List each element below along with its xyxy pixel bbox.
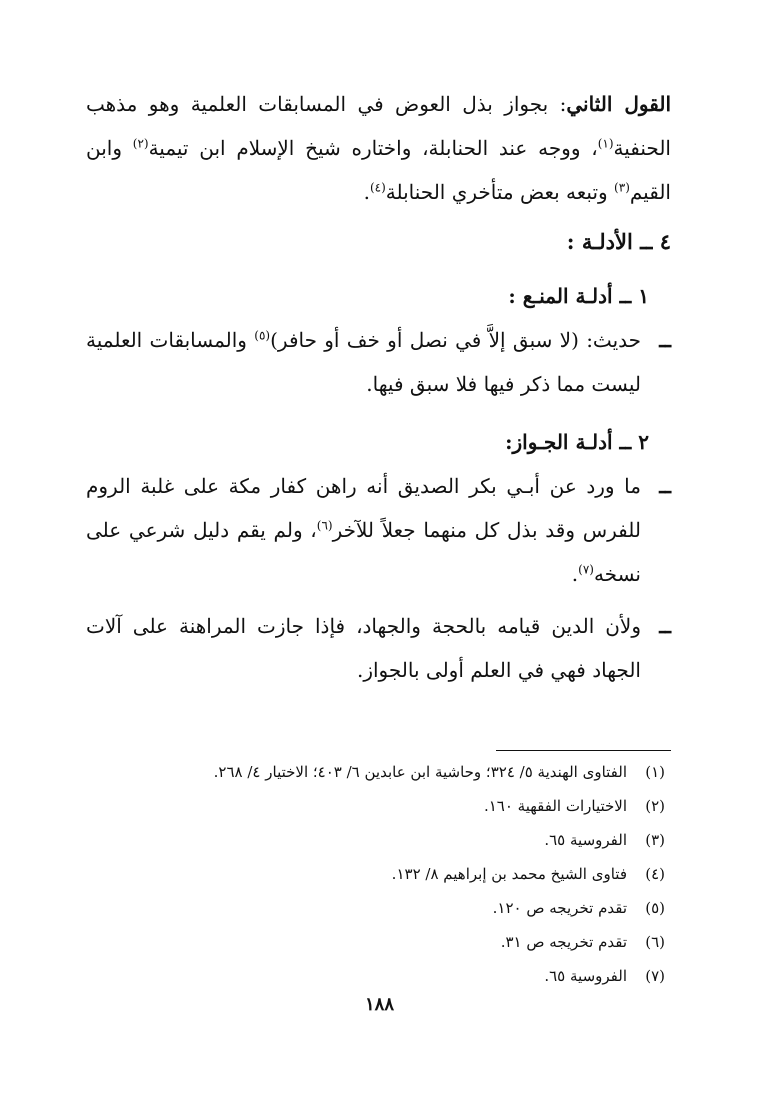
text-segment: والمسابقات العلمية ليست مما ذكر فيها فلا سبق فيها.	[86, 328, 641, 396]
footnote-ref-1[interactable]: (١)	[597, 136, 614, 151]
footnote-text: الفتاوى الهندية ٥/ ٣٢٤؛ وحاشية ابن عابدين ٦/ ٤٠٣؛ الاختيار ٤/ ٢٦٨.	[213, 763, 627, 781]
text-segment: ما ورد عن أبـي بكر الصديق أنه راهن كفار مكة على غلبة الروم للفرس وقد بذل كل منهما جعلاً للآخر	[86, 474, 641, 542]
subheading-prohibition-evidence: ١ ــ أدلـة المنـع :	[508, 284, 649, 308]
opinion-label: القول الثاني	[566, 92, 672, 116]
list-item-text: ولأن الدين قيامه بالحجة والجهاد، فإذا جازت المراهنة على آلات الجهاد فهي في العلم أولى بالجواز.	[86, 614, 641, 682]
paragraph-second-opinion	[86, 82, 671, 214]
footnote-text: تقدم تخريجه ص ١٢٠.	[492, 899, 627, 917]
footnote-7	[86, 959, 665, 993]
footnote-number: (٣)	[645, 831, 665, 849]
footnotes	[86, 755, 671, 993]
footnote-1	[86, 755, 665, 789]
footnote-6	[86, 925, 665, 959]
footnote-ref-7[interactable]: (٧)	[578, 562, 594, 577]
footnote-text: الفروسية ٦٥.	[544, 967, 627, 985]
bullet-dash: ــ	[659, 614, 671, 638]
bullet-dash: ــ	[659, 474, 671, 498]
footnote-number: (٦)	[645, 933, 665, 951]
list-item	[86, 318, 671, 406]
footnote-ref-3[interactable]: (٣)	[614, 180, 630, 195]
footnote-ref-5[interactable]: (٥)	[254, 328, 271, 343]
footnote-number: (٧)	[645, 967, 665, 985]
footnote-text: الاختيارات الفقهية ١٦٠.	[483, 797, 627, 815]
text-segment: وابن القيم	[86, 136, 671, 204]
section-heading-evidence: ٤ ــ الأدلـة :	[566, 229, 671, 254]
text-segment: بجواز بذل العوض في المسابقات العلمية وهو مذهب الحنفية	[86, 92, 671, 160]
text-segment: وتبعه بعض متأخري الحنابلة	[385, 180, 615, 204]
footnote-ref-6[interactable]: (٦)	[316, 518, 333, 533]
footnote-2	[86, 789, 665, 823]
list-item-text	[86, 464, 641, 596]
footnote-3	[86, 823, 665, 857]
page-number: ١٨٨	[364, 994, 394, 1015]
text-segment: ، ولم يقم دليل شرعي على نسخه	[86, 518, 641, 586]
text-segment: .	[571, 562, 579, 586]
footnote-5	[86, 891, 665, 925]
footnote-ref-4[interactable]: (٤)	[369, 180, 386, 195]
footnote-number: (٤)	[645, 865, 665, 883]
footnote-text: فتاوى الشيخ محمد بن إبراهيم ٨/ ١٣٢.	[391, 865, 627, 883]
footnote-number: (٥)	[645, 899, 665, 917]
text-segment: .	[363, 180, 370, 204]
footnote-number: (١)	[645, 763, 665, 781]
footnote-number: (٢)	[645, 797, 665, 815]
text-segment: حديث: (لا سبق إلاَّ في نصل أو خف أو حافر)	[270, 328, 641, 352]
footnote-text: الفروسية ٦٥.	[544, 831, 627, 849]
text-segment: ، ووجه عند الحنابلة، واختاره شيخ الإسلام ابن تيمية	[148, 136, 598, 160]
footnote-4	[86, 857, 665, 891]
footnote-ref-2[interactable]: (٢)	[132, 136, 149, 151]
list-item	[86, 604, 671, 692]
footnote-separator	[496, 750, 671, 751]
subheading-permission-evidence: ٢ ــ أدلـة الجـواز:	[505, 430, 649, 454]
bullet-dash: ــ	[659, 328, 671, 352]
list-item-text	[86, 318, 641, 406]
list-item	[86, 464, 671, 596]
label-colon: :	[548, 92, 567, 116]
footnote-text: تقدم تخريجه ص ٣١.	[500, 933, 627, 951]
